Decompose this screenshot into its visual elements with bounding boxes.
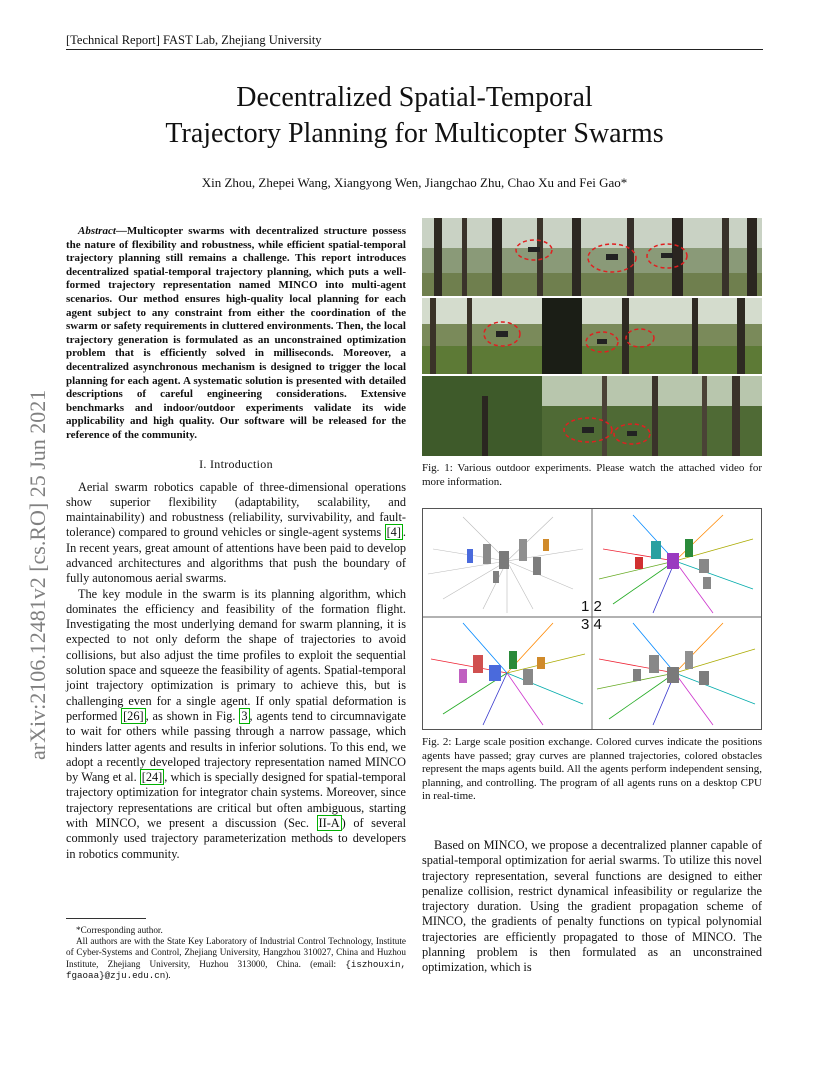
running-header: [Technical Report] FAST Lab, Zhejiang University <box>66 33 763 50</box>
text-run: , as shown in Fig. <box>145 708 240 723</box>
author-list: Xin Zhou, Zhepei Wang, Xiangyong Wen, Jiangchao Zhu, Chao Xu and Fei Gao* <box>201 175 628 190</box>
figure-2-caption: Fig. 2: Large scale position exchange. Colored curves indicate the positions agents have passed; gray curves are planned trajectories, colored obstacles represent the maps agents build. All the agents perform independent sensing, planning, and controlling. The program of all agents runs on a desktop CPU in real-time. <box>422 736 762 803</box>
figure-1 <box>422 218 762 456</box>
panel-number-bottom: 3 4 <box>581 616 602 633</box>
panel-4 <box>597 623 755 725</box>
text-run: , which is specially designed for spatial-temporal trajectory optimization for integrator chain systems. Moreover, since trajectory representations are critical but often ambiguous, starting with MINCO, we present a discussion (Sec. <box>66 770 406 831</box>
text-run: ) of several commonly used trajectory parameterization methods to developers in robotics community. <box>66 816 406 861</box>
panel-number-top: 1 2 <box>581 598 602 615</box>
footnote-rule <box>66 918 146 919</box>
abstract-text: —Multicopter swarms with decentralized structure possess the nature of flexibility and robustness, while efficient spatial-temporal trajectory planning still remains a challenge. This report introduces decentralized spatial-temporal trajectory planning, which puts a well-formed trajectory representation named MINCO into multi-agent scenarios. Our method ensures high-quality local planning for each agent subject to any constraint from either the coordination of the swarm or safety requirements in cluttered environments. Then, the local trajectory generation is formulated as an unconstrained optimization problem that is efficiently solved in milliseconds. Moreover, a decentralized asynchronous mechanism is designed to trigger the local planning for each agent. A systematic solution is presented with detailed descriptions of careful engineering considerations. Extensive benchmarks and indoor/outdoor experiments validate its wide applicability and high quality. Our software will be released for the reference of the community. <box>66 225 406 441</box>
citation-link[interactable]: [24] <box>141 770 163 785</box>
figure-2-caption-block <box>422 736 762 804</box>
text-run: , agents tend to circumnavigate to wait for others while passing through a narrow passage, which hinders latter agents and results in inferior solutions. To this end, we adopt a recently developed trajectory representation named MINCO by Wang et al. <box>66 708 406 785</box>
text-run: All authors are with the State Key Laboratory of Industrial Control Technology, Institute of Cyber-Systems and Control, Zhejiang University, Hangzhou 310027, China and Huzhou Institute, Zhejiang University, Huzhou 313000, China. (email: <box>66 936 406 969</box>
paper-title <box>66 80 763 152</box>
text-run: . In recent years, great amount of attentions have been paid to develop advanced architectures and algorithms that push the boundary of fully autonomous aerial swarms. <box>66 525 406 586</box>
left-column <box>66 225 406 862</box>
panel-2 <box>599 515 753 613</box>
abstract <box>66 225 406 443</box>
figure-1-caption: Fig. 1: Various outdoor experiments. Please watch the attached video for more information. <box>422 462 762 488</box>
title-line-2: Trajectory Planning for Multicopter Swarms <box>165 118 664 149</box>
photo-forest-2 <box>422 298 762 374</box>
title-line-1: Decentralized Spatial-Temporal <box>236 82 593 113</box>
figure-ref-link[interactable]: 3 <box>241 708 248 723</box>
figure-1-caption-block <box>422 462 762 489</box>
footnote-corresponding: *Corresponding author. <box>76 925 163 935</box>
text-run: The key module in the swarm is its planning algorithm, which dominates the efficiency and feasibility of the formation flight. Investigating the most underlying demand for swarm planning, it is expected to not only deform the shape of trajectories to avoid collisions, but also adjust the time profiles to exploit the sequential solution space and squeeze the feasibility of agents. Spatial-temporal joint trajectory optimization is primary to achieve this, but is challenging even for a single agent. If only spatial deformation is performed <box>66 586 406 723</box>
photo-forest-3 <box>422 376 762 456</box>
right-column-paragraph: Based on MINCO, we propose a decentralized planner capable of spatial-temporal optimization for aerial swarms. To utilize this novel trajectory representation, several functions are designed to either penalize collision, restrict dynamical infeasibility or regularize the trajectory duration. Using the gradient propagation scheme of MINCO, the gradients of penalty functions on typical polynomial trajectories are efficiently propagated to those of MINCO. The planning problem is then formulated as an unconstrained optimization, which is <box>422 838 762 975</box>
section-heading-introduction: I. Introduction <box>199 456 273 471</box>
citation-link[interactable]: [26] <box>123 708 144 723</box>
email-address: {iszhouxin, fgaoaa}@zju.edu.cn <box>66 958 406 981</box>
panel-3 <box>431 623 585 725</box>
panel-1 <box>428 517 583 613</box>
footnotes <box>66 925 406 981</box>
text-run: ). <box>165 969 171 980</box>
footnote-affiliation <box>66 936 406 981</box>
text-run: Aerial swarm robotics capable of three-dimensional operations show superior flexibility (adaptability, scalability, and maintainability) and robustness (reliability, survivability, and fault-tolerance) compared to ground vehicles or single-agent systems <box>66 479 406 540</box>
arxiv-watermark: arXiv:2106.12481v2 [cs.RO] 25 Jun 2021 <box>25 389 50 760</box>
figure-2 <box>422 508 762 730</box>
citation-link[interactable]: [4] <box>386 525 401 540</box>
intro-paragraph-2 <box>66 587 406 862</box>
right-column-paragraph-block <box>422 838 762 976</box>
intro-paragraph-1 <box>66 480 406 587</box>
section-ref-link[interactable]: II-A <box>318 816 340 831</box>
photo-forest-1 <box>422 218 762 296</box>
abstract-lead: Abstract <box>78 225 116 237</box>
